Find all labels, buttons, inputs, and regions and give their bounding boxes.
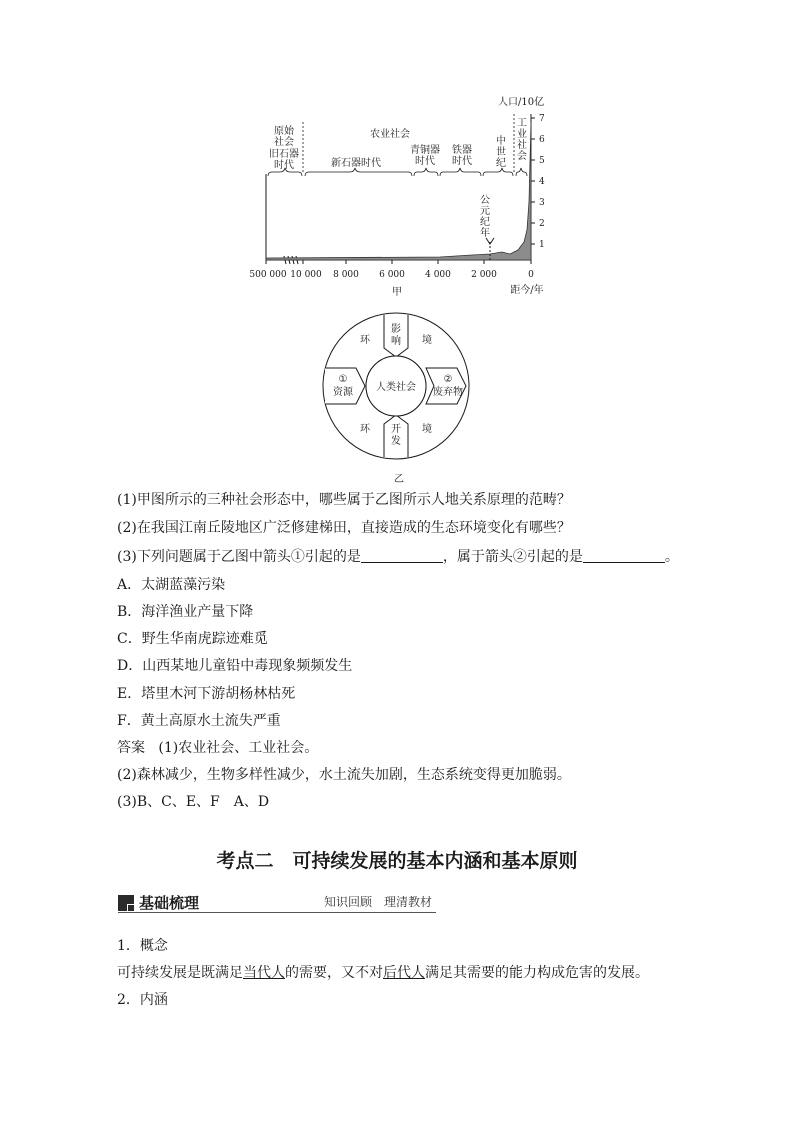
era-label-medieval: 世 [496,147,506,158]
section-header-tag: 知识回顾 理清教材 [324,895,433,909]
label-develop: 开 [391,424,401,435]
answer-2: (2)森林减少，生物多样性减少，水土流失加剧，生态系统变得更加脆弱。 [117,767,571,783]
x-tick-label: 8 000 [333,270,359,280]
y-tick-label: 3 [539,198,545,208]
population-curve [266,122,531,260]
option-b: B．海洋渔业产量下降 [117,604,254,620]
x-axis-unit: 距今/年 [510,285,544,296]
connotation-heading: 2．内涵 [117,992,168,1008]
x-tick-label: 10 000 [290,270,322,280]
concept-text [117,964,649,982]
x-tick-label: 4 000 [425,270,451,280]
option-f: F．黄土高原水土流失严重 [117,713,281,729]
question-3-part-a: (3)下列问题属于乙图中箭头①引起的是 [117,549,361,565]
section-header-rule [118,912,436,913]
label-influence: 影 [391,324,401,335]
label-env: 环 [360,335,370,346]
question-3-part-c: 。 [664,549,679,565]
answer-1 [117,739,318,757]
x-tick-label: 6 000 [379,270,405,280]
era-label-iron: 时代 [452,156,472,167]
label-env: 境 [422,335,432,346]
option-a: A．太湖蓝藻污染 [117,577,226,593]
era-label-agricultural: 农业社会 [370,129,410,140]
section-header [118,891,436,915]
era-label-medieval: 纪 [496,158,506,169]
concept-heading: 1．概念 [117,938,168,954]
figure-caption: 乙 [394,474,404,485]
era-label-industrial: 业 [517,129,527,140]
label-waste: ② [443,374,453,385]
y-axis-unit: 人口/10亿 [498,97,545,108]
question-2: (2)在我国江南丘陵地区广泛修建梯田，直接造成的生态环境变化有哪些？ [117,520,571,536]
y-tick-label: 6 [539,135,545,145]
answer-label: 答案 [117,740,145,756]
answer-text: (1)农业社会、工业社会。 [158,740,319,756]
era-label-medieval: 中 [496,136,506,147]
option-d: D．山西某地儿童铅中毒现象频频发生 [117,658,353,674]
label-env: 境 [422,424,432,435]
ad-label [480,195,490,239]
svg-text:年: 年 [480,228,490,239]
answer-blank [583,548,665,563]
era-label-bronze: 时代 [415,156,435,167]
section-header-label: 基础梳理 [139,894,200,912]
concept-text-part: 可持续发展是既满足 [117,965,243,981]
era-label-primitive: 社会 [274,137,294,148]
era-label-industrial: 会 [517,151,527,162]
concept-term: 后代人 [383,965,425,981]
era-label-neolithic: 新石器时代 [331,158,381,169]
svg-text:纪: 纪 [480,217,490,228]
era-label-bronze: 青铜器 [410,145,440,156]
concept-text-part: 的需要，又不对 [285,965,383,981]
label-influence: 响 [391,336,401,347]
x-tick-label: 500 000 [249,270,287,280]
svg-text:元: 元 [480,206,490,217]
era-label-industrial: 工 [517,118,527,129]
y-tick-label: 4 [539,177,545,187]
label-resource: ① [338,374,348,385]
era-braces [268,168,527,176]
label-develop: 发 [391,436,401,447]
question-3-part-b: ，属于箭头②引起的是 [442,549,583,565]
concept-term: 当代人 [243,965,285,981]
y-tick-label: 5 [539,156,545,166]
era-label-primitive: 原始 [274,126,294,137]
x-ticks [266,260,531,264]
y-ticks [531,118,535,244]
label-env: 环 [360,424,370,435]
figure-jia [240,92,560,302]
option-c: C．野生华南虎踪迹难觅 [117,631,268,647]
y-tick-label: 2 [539,219,545,229]
y-tick-label: 7 [539,114,545,124]
section-marker-icon-part [128,905,134,911]
era-label-paleolithic: 旧石器 [269,149,299,160]
question-1: (1)甲图所示的三种社会形态中，哪些属于乙图所示人地关系原理的范畴？ [117,492,571,508]
y-tick-label: 1 [539,240,545,250]
era-label-paleolithic: 时代 [274,160,294,171]
answer-blank [361,548,443,563]
center-label: 人类社会 [376,382,416,393]
x-tick-label: 2 000 [471,270,497,280]
figure-yi [316,308,476,488]
era-label-industrial: 社 [517,140,527,151]
label-waste: 废弃物 [433,387,463,398]
ad-arrow [486,238,494,244]
x-tick-label: 0 [528,270,534,280]
svg-text:公: 公 [480,195,490,206]
figure-caption: 甲 [392,287,402,298]
era-label-iron: 铁器 [452,145,472,156]
option-e: E．塔里木河下游胡杨林枯死 [117,686,296,702]
question-3 [117,548,679,566]
section-title: 考点二 可持续发展的基本内涵和基本原则 [216,850,578,872]
concept-text-part: 满足其需要的能力构成危害的发展。 [425,965,649,981]
answer-3: (3)B、C、E、F A、D [117,794,270,810]
label-resource: 资源 [333,387,353,398]
